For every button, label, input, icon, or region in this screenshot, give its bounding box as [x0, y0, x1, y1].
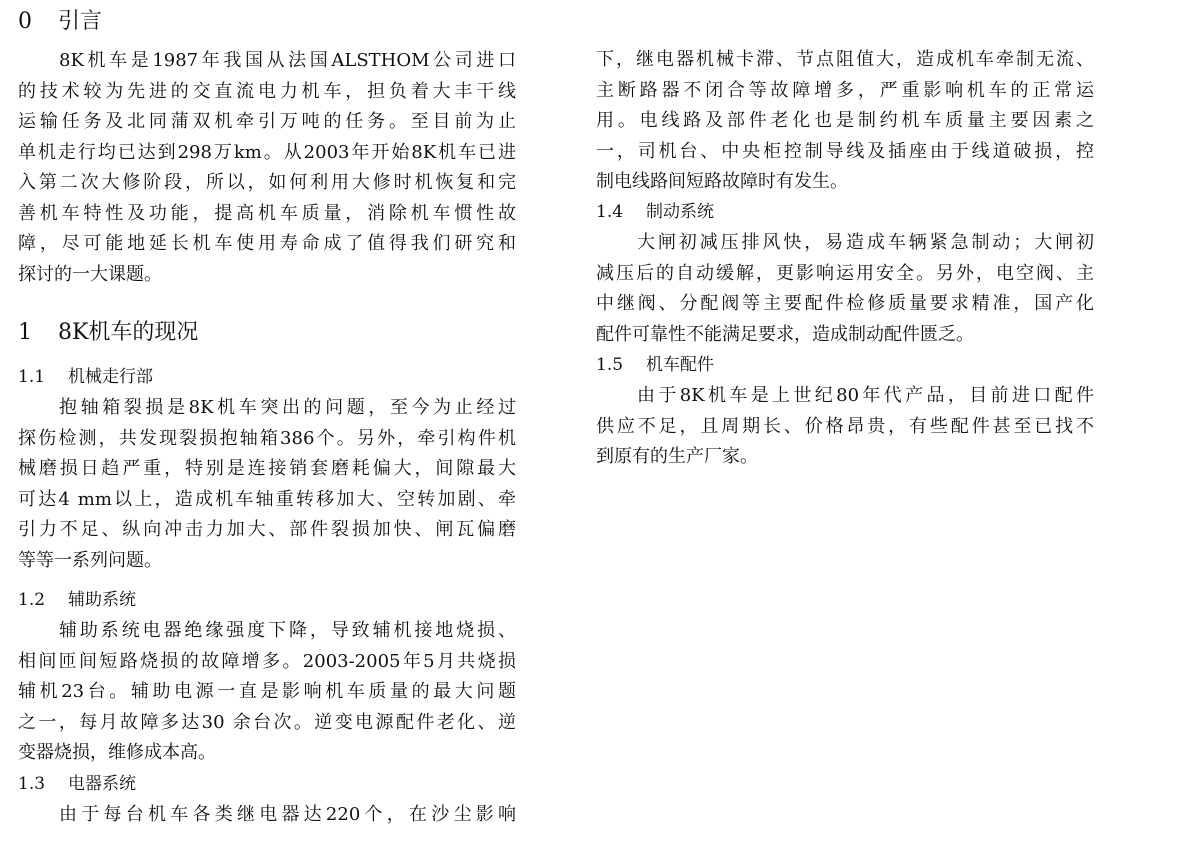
paragraph-1-2	[18, 616, 516, 769]
text-line: 入第二次大修阶段，所以，如何利用大修时机恢复和完	[18, 172, 516, 193]
text-line: 运输任务及北同蒲双机牵引万吨的任务。至目前为止	[18, 111, 516, 132]
section-number: 1	[18, 320, 32, 345]
text-line: 探讨的一大课题。	[18, 263, 162, 285]
text-line: 减压后的自动缓解，更影响运用安全。另外，电空阀、主	[596, 262, 1094, 284]
text-line: 的技术较为先进的交直流电力机车，担负着大丰干线	[18, 80, 516, 102]
paragraph-1-3-continued	[596, 45, 1094, 198]
section-heading-status	[18, 320, 198, 346]
subsection-number: 1.3	[18, 774, 46, 794]
subsection-heading-1-1	[18, 366, 153, 388]
subsection-number: 1.1	[18, 367, 46, 387]
text-line: 到原有的生产厂家。	[596, 446, 758, 467]
text-line: 变器烧损，维修成本高。	[18, 742, 216, 763]
text-line: 中继阀、分配阀等主要配件检修质量要求精准，国产化	[596, 293, 1094, 314]
subsection-number: 1.2	[18, 590, 46, 610]
text-line: 辅助系统电器绝缘强度下降，导致辅机接地烧损、	[59, 620, 516, 641]
text-line: 供应不足，且周期长、价格昂贵，有些配件甚至已找不	[596, 415, 1094, 437]
subsection-heading-1-4	[596, 201, 714, 223]
subsection-number: 1.5	[596, 355, 624, 375]
subsection-number: 1.4	[596, 202, 624, 222]
subsection-heading-1-3	[18, 773, 136, 795]
paragraph-1-1	[18, 393, 516, 576]
text-line: 用。电线路及部件老化也是制约机车质量主要因素之	[596, 110, 1094, 131]
text-line: 探伤检测，共发现裂损抱轴箱386个。另外，牵引构件机	[18, 427, 516, 449]
text-line: 等等一系列问题。	[18, 549, 162, 571]
section-heading-intro	[18, 9, 102, 35]
section-title: 引言	[58, 9, 103, 34]
text-line: 抱轴箱裂损是8K机车突出的问题，至今为止经过	[59, 397, 516, 418]
text-line: 一，司机台、中央柜控制导线及插座由于线道破损，控	[596, 140, 1094, 162]
text-line: 之一，每月故障多达30 余台次。逆变电源配件老化、逆	[18, 711, 516, 733]
section-title: 8K机车的现况	[58, 320, 199, 345]
text-line: 引力不足、纵向冲击力加大、部件裂损加快、闸瓦偏磨	[18, 519, 516, 540]
subsection-heading-1-5	[596, 354, 714, 376]
section-number: 0	[18, 9, 32, 34]
text-line: 主断路器不闭合等故障增多，严重影响机车的正常运	[596, 79, 1094, 101]
subsection-title: 电器系统	[68, 774, 136, 794]
text-line: 制电线路间短路故障时有发生。	[596, 171, 848, 192]
paragraph-1-3	[18, 800, 516, 831]
subsection-title: 机械走行部	[68, 367, 153, 387]
text-line: 下，继电器机械卡滞、节点阻值大，造成机车牵制无流、	[596, 49, 1094, 70]
text-line: 由于每台机车各类继电器达220个，在沙尘影响	[59, 804, 516, 825]
text-line: 障，尽可能地延长机车使用寿命成了值得我们研究和	[18, 233, 516, 254]
text-line: 善机车特性及功能，提高机车质量，消除机车惯性故	[18, 202, 516, 224]
paragraph-1-5	[596, 381, 1094, 473]
text-line: 辅机23台。辅助电源一直是影响机车质量的最大问题	[18, 681, 516, 702]
text-line: 单机走行均已达到298万km。从2003年开始8K机车已进	[18, 141, 516, 163]
text-line: 相间匝间短路烧损的故障增多。2003-2005年5月共烧损	[18, 650, 516, 672]
text-line: 由于8K机车是上世纪80年代产品，目前进口配件	[637, 385, 1094, 406]
subsection-title: 机车配件	[646, 355, 714, 375]
paragraph-intro	[18, 46, 516, 290]
paragraph-1-4	[596, 228, 1094, 350]
subsection-title: 辅助系统	[68, 590, 136, 610]
text-line: 械磨损日趋严重，特别是连接销套磨耗偏大，间隙最大	[18, 458, 516, 479]
text-line: 大闸初减压排风快，易造成车辆紧急制动；大闸初	[637, 232, 1094, 253]
subsection-title: 制动系统	[646, 202, 714, 222]
text-line: 可达4 mm以上，造成机车轴重转移加大、空转加剧、牵	[18, 488, 516, 510]
text-line: 8K机车是1987年我国从法国ALSTHOM公司进口	[59, 50, 516, 71]
subsection-heading-1-2	[18, 589, 136, 611]
text-line: 配件可靠性不能满足要求，造成制动配件匮乏。	[596, 323, 974, 345]
